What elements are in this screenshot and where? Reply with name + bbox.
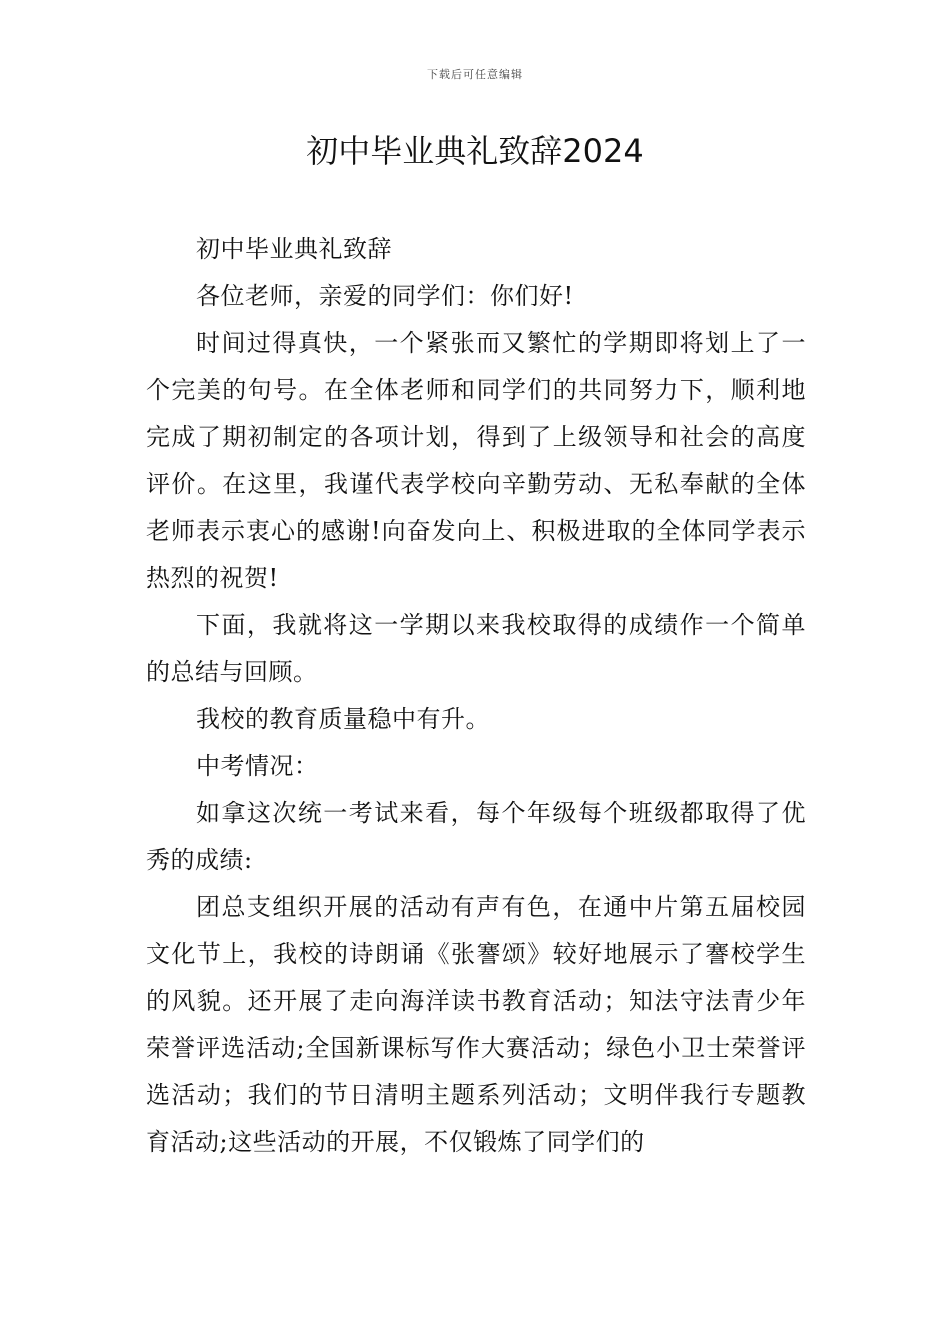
document-title: 初中毕业典礼致辞2024 <box>306 132 644 170</box>
paragraph: 下面，我就将这一学期以来我校取得的成绩作一个简单的总结与回顾。 <box>146 611 806 686</box>
paragraph-subtitle: 初中毕业典礼致辞 <box>196 235 392 263</box>
header-note: 下载后可任意编辑 <box>427 68 523 81</box>
paragraph: 我校的教育质量稳中有升。 <box>196 705 490 733</box>
paragraph: 如拿这次统一考试来看，每个年级每个班级都取得了优秀的成绩: <box>146 799 806 874</box>
paragraph: 中考情况： <box>196 752 319 780</box>
paragraph: 时间过得真快，一个紧张而又繁忙的学期即将划上了一个完美的句号。在全体老师和同学们的共同努力下，顺利地完成了期初制定的各项计划，得到了上级领导和社会的高度评价。在这里，我谨代表学校向辛勤劳动、无私奉献的全体老师表示衷心的感谢!向奋发向上、积极进取的全体同学表示热烈的祝贺! <box>146 329 806 592</box>
paragraph: 团总支组织开展的活动有声有色，在通中片第五届校园文化节上，我校的诗朗诵《张謇颂》较好地展示了謇校学生的风貌。还开展了走向海洋读书教育活动；知法守法青少年荣誉评选活动;全国新课标写作大赛活动；绿色小卫士荣誉评选活动；我们的节日清明主题系列活动；文明伴我行专题教育活动;这些活动的开展，不仅锻炼了同学们的 <box>146 893 806 1156</box>
paragraph-greeting: 各位老师，亲爱的同学们：你们好! <box>196 282 574 310</box>
document-body <box>146 226 806 1166</box>
